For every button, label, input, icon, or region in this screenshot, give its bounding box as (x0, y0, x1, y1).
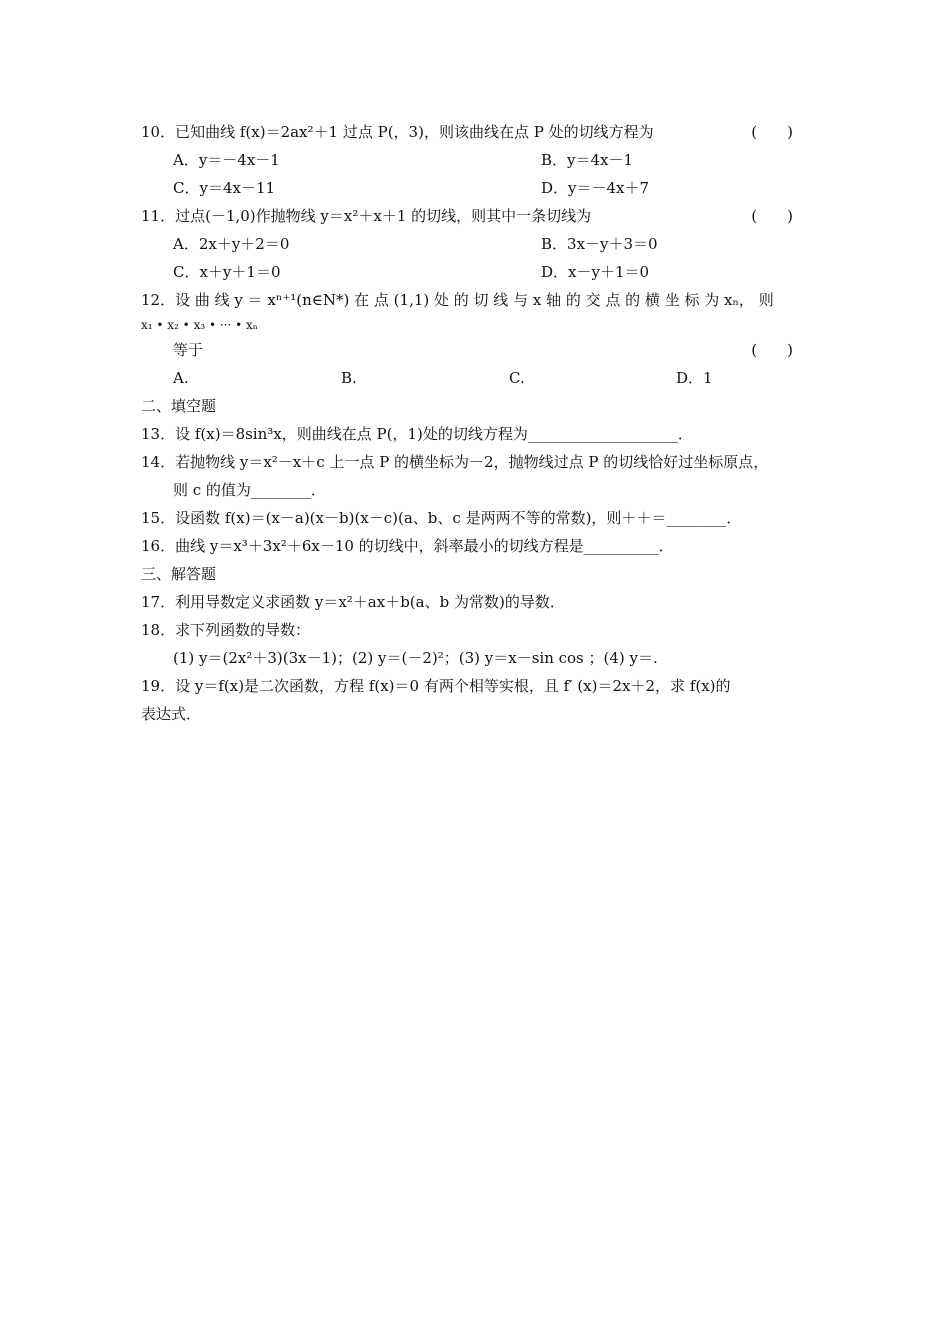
document-page (141, 118, 813, 728)
question-10-text: 10．已知曲线 f(x)＝2ax²＋1 过点 P(，3)，则该曲线在点 P 处的切线方程为 (141, 123, 654, 141)
question-11-options-row-1 (141, 230, 813, 258)
question-13-text: 13．设 f(x)＝8sin³x，则曲线在点 P(，1)处的切线方程为____________________． (141, 425, 693, 443)
question-19-text-cont: 表达式． (141, 705, 202, 723)
option-a: A．y＝－4x－1 (173, 151, 280, 169)
question-16-text: 16．曲线 y＝x³＋3x²＋6x－10 的切线中，斜率最小的切线方程是__________． (141, 537, 674, 555)
question-10-options-row-2 (141, 174, 813, 202)
option-c: C．y＝4x－11 (173, 179, 276, 197)
question-15-text: 15．设函数 f(x)＝(x－a)(x－b)(x－c)(a、b、c 是两两不等的常数)，则＋＋＝________． (141, 509, 742, 527)
option-d: D．x－y＋1＝0 (541, 263, 650, 281)
question-12-product (141, 314, 813, 336)
section-2-title: 二、填空题 (141, 397, 217, 415)
question-19-line-2 (141, 700, 813, 728)
option-a: A．2x＋y＋2＝0 (173, 235, 290, 253)
option-d: D．y＝－4x＋7 (541, 179, 650, 197)
question-14-text-cont: 则 c 的值为________． (173, 481, 326, 499)
question-19-line-1 (141, 672, 813, 700)
section-3-title: 三、解答题 (141, 565, 217, 583)
question-18-subitems: (1) y＝(2x²＋3)(3x－1)；(2) y＝(－2)²；(3) y＝x－sin cos ；(4) y＝. (173, 649, 658, 667)
answer-paren: ( ) (751, 123, 793, 141)
question-17-text: 17．利用导数定义求函数 y＝x²＋ax＋b(a、b 为常数)的导数． (141, 593, 565, 611)
option-c: C. (509, 369, 525, 387)
question-17 (141, 588, 813, 616)
option-b: B．y＝4x－1 (541, 151, 634, 169)
question-14-line-2 (141, 476, 813, 504)
question-19-text: 19．设 y＝f(x)是二次函数，方程 f(x)＝0 有两个相等实根，且 f′ (x)＝2x＋2，求 f(x)的 (141, 677, 731, 695)
question-10-options-row-1 (141, 146, 813, 174)
question-18-stem (141, 616, 813, 644)
option-a: A. (173, 369, 189, 387)
question-11-stem (141, 202, 813, 230)
question-11-text: 11．过点(－1,0)作抛物线 y＝x²＋x＋1 的切线，则其中一条切线为 (141, 207, 592, 225)
question-12-tail-text: 等于 (173, 341, 204, 359)
question-12-text: 12．设 曲 线 y ＝ xⁿ⁺¹(n∈N*) 在 点 (1,1) 处 的 切 线 与 x 轴 的 交 点 的 横 坐 标 为 xₙ， 则 (141, 291, 774, 309)
answer-paren: ( ) (751, 207, 793, 225)
section-heading-solve (141, 560, 813, 588)
product-expression: x₁ • x₂ • x₃ • ··· • xₙ (141, 318, 258, 332)
option-b: B．3x－y＋3＝0 (541, 235, 658, 253)
question-18-items (141, 644, 813, 672)
question-16 (141, 532, 813, 560)
answer-paren: ( ) (751, 341, 793, 359)
option-d: D．1 (676, 369, 713, 387)
question-18-text: 18．求下列函数的导数： (141, 621, 311, 639)
section-heading-fill-in (141, 392, 813, 420)
question-15 (141, 504, 813, 532)
question-14-text: 14．若抛物线 y＝x²－x＋c 上一点 P 的横坐标为－2，抛物线过点 P 的切线恰好过坐标原点， (141, 453, 769, 471)
question-13 (141, 420, 813, 448)
question-11-options-row-2 (141, 258, 813, 286)
option-b: B. (341, 369, 357, 387)
question-12-tail (141, 336, 813, 364)
question-12-options (141, 364, 813, 392)
question-14-line-1 (141, 448, 813, 476)
question-12-stem (141, 286, 813, 314)
question-10-stem (141, 118, 813, 146)
option-c: C．x＋y＋1＝0 (173, 263, 281, 281)
